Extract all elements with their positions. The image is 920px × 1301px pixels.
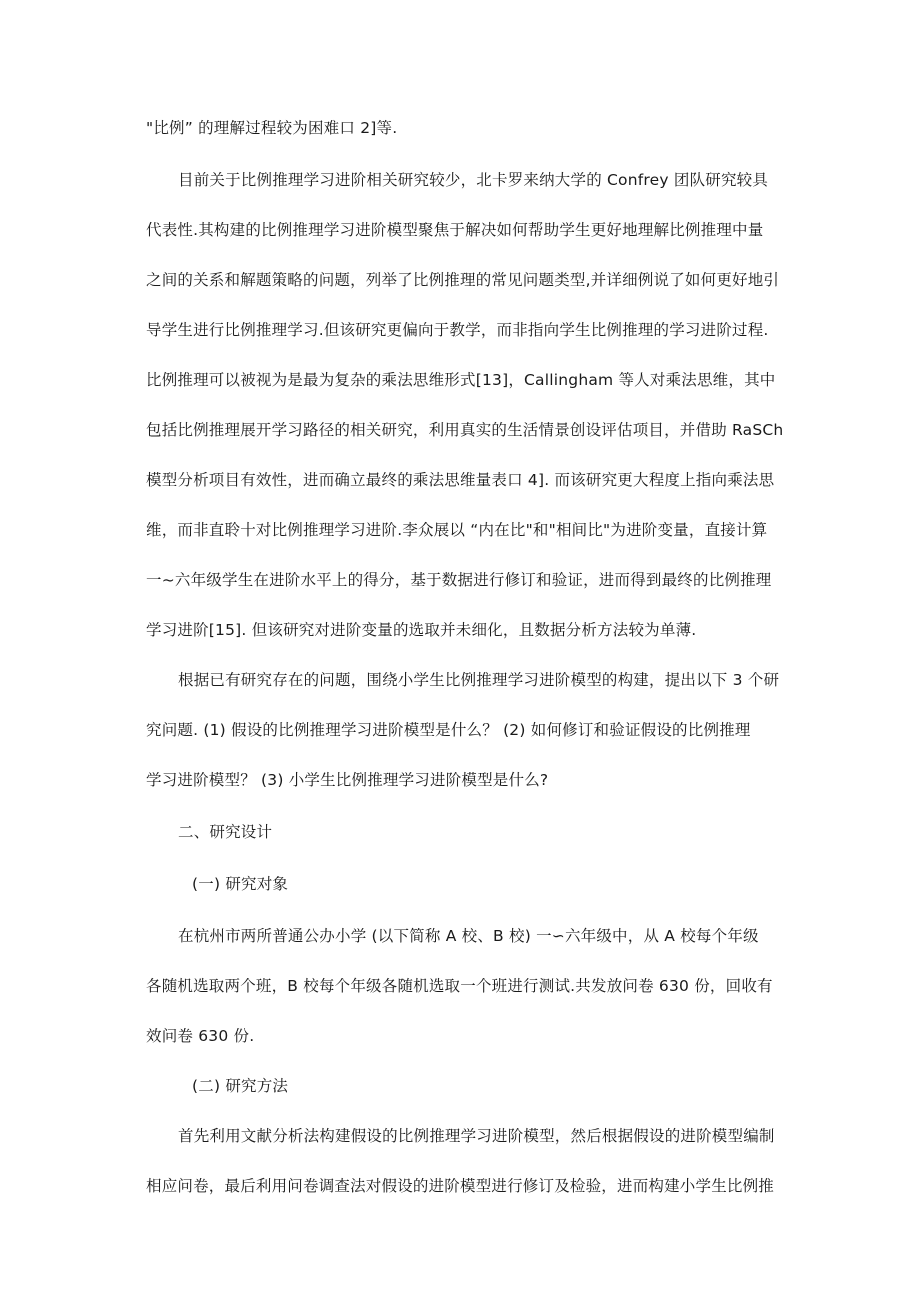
section-heading: 二、研究设计 bbox=[178, 823, 273, 841]
subsection-heading: (一) 研究对象 bbox=[192, 875, 289, 893]
paragraph-line: 一~六年级学生在进阶水平上的得分，基于数据进行修订和验证，进而得到最终的比例推理 bbox=[146, 571, 772, 589]
paragraph-line: 目前关于比例推理学习进阶相关研究较少，北卡罗来纳大学的 Confrey 团队研究较具 bbox=[178, 171, 769, 189]
paragraph-line: 维，而非直聆十对比例推理学习进阶.李众展以 “内在比"和"相间比"为进阶变量，直接计算 bbox=[146, 521, 768, 539]
paragraph-line: 包括比例推理展开学习路径的相关研究，利用真实的生活情景创设评估项目，并借助 RaSCh bbox=[146, 421, 784, 439]
paragraph-line: 比例推理可以被视为是最为复杂的乘法思维形式[13]，Callingham 等人对乘法思维，其中 bbox=[146, 371, 776, 389]
paragraph-line: 学习进阶[15]. 但该研究对进阶变量的选取并未细化，且数据分析方法较为单薄. bbox=[146, 621, 697, 639]
paragraph-line: "比例” 的理解过程较为困难口 2]等. bbox=[146, 119, 398, 137]
paragraph-line: 效问卷 630 份. bbox=[146, 1027, 255, 1045]
subsection-heading: (二) 研究方法 bbox=[192, 1077, 289, 1095]
paragraph-line: 代表性.其构建的比例推理学习进阶模型聚焦于解决如何帮助学生更好地理解比例推理中量 bbox=[146, 221, 764, 239]
paragraph-line: 在杭州市两所普通公办小学 (以下简称 A 校、B 校) 一∽六年级中，从 A 校每个年级 bbox=[178, 927, 759, 945]
paragraph-line: 究问题. (1) 假设的比例推理学习进阶模型是什么？ (2) 如何修订和验证假设的比例推理 bbox=[146, 721, 751, 739]
paragraph-line: 导学生进行比例推理学习.但该研究更偏向于教学，而非指向学生比例推理的学习进阶过程. bbox=[146, 321, 769, 339]
paragraph-line: 学习进阶模型？ (3) 小学生比例推理学习进阶模型是什么? bbox=[146, 771, 549, 789]
paragraph-line: 首先利用文献分析法构建假设的比例推理学习进阶模型，然后根据假设的进阶模型编制 bbox=[178, 1127, 775, 1145]
paragraph-line: 之间的关系和解题策略的问题，列举了比例推理的常见问题类型,并详细例说了如何更好地引 bbox=[146, 271, 780, 289]
paragraph-line: 各随机选取两个班，B 校每个年级各随机选取一个班进行测试.共发放问卷 630 份，回收有 bbox=[146, 977, 773, 995]
paragraph-line: 相应问卷，最后利用问卷调查法对假设的进阶模型进行修订及检验，进而构建小学生比例推 bbox=[146, 1177, 775, 1195]
paragraph-line: 根据已有研究存在的问题，围绕小学生比例推理学习进阶模型的构建，提出以下 3 个研 bbox=[178, 671, 780, 689]
paragraph-line: 模型分析项目有效性，进而确立最终的乘法思维量表口 4]. 而该研究更大程度上指向乘法思 bbox=[146, 471, 775, 489]
